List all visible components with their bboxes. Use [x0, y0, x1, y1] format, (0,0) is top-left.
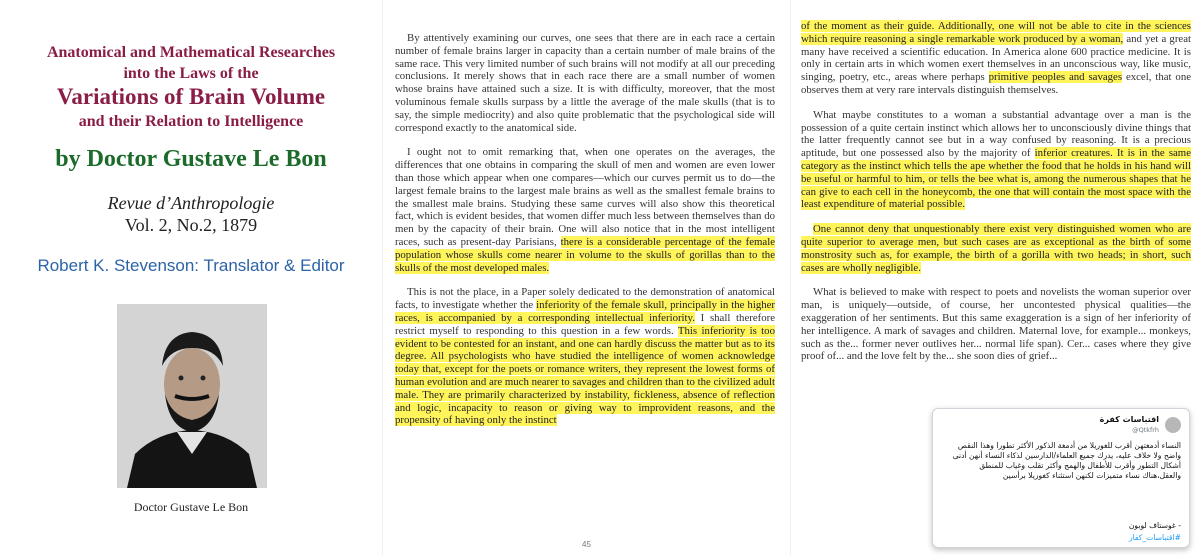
highlight: This inferiority is too evident to be contested for an instant, and one can hardly discuss the matter but as to its degree. All psychologists who have studied the intelligence of women acknowledge today that, except for the poets or romance writers, they represent the lowest forms of human evolution and are much nearer to savages and children than to the civilized adult male. They are primarily characterized by instability, fickleness, absence of reflection and logic, incapacity to reason or giving way to improvident reasons, and the propensity of having only the instinct	[395, 324, 775, 427]
text: I shall therefore restrict myself to responding to this question in a few words.	[395, 311, 776, 337]
paragraph	[801, 109, 1191, 211]
page-46-text	[801, 20, 1191, 375]
journal-volume: Vol. 2, No.2, 1879	[124, 215, 258, 235]
tweet-hashtag[interactable]: #اقتباسات_كفار	[1128, 533, 1181, 542]
paragraph	[801, 286, 1191, 363]
highlight: primitive peoples and savages	[988, 71, 1123, 84]
page-45	[382, 0, 790, 555]
highlight: of the moment as their guide. Additionally, one will not be able to cite in the sciences which require reasoning a single remarkable work produced by a woman,	[801, 20, 1191, 45]
text: By attentively examining our curves, one sees that there are in each race a certain number of female brains larger in capacity than a certain number of male brains of the same race. This very limited number of such brains will not modify at all our preceding conclusions. It merely shows that in each race there are a small number of women whose brains have attained such a size. It is with difficulty, moreover, that the most voluminous female skulls surpass by a little the average of the male skulls (that is to say, the simple mediocrity) and also quite problematic that the psychological side will correspond exactly to the anatomical side.	[395, 32, 775, 134]
title-line-1: Anatomical and Mathematical Researches	[46, 44, 336, 61]
highlight: there is a considerable percentage of the female population whose skulls come nearer in volume to the skulls of gorillas than to the skulls of the most developed males.	[395, 235, 775, 274]
title-line-2: into the Laws of the	[123, 65, 259, 82]
paragraph	[395, 146, 775, 274]
paragraph	[395, 32, 775, 134]
text: What is believed to make with respect to poets and novelists the woman superior over man, is uniquely—outside, of course, her uncontested physical qualities—the exaggeration of her sentiments. But this same exaggeration is a sign of her inferiority of her intelligence. A mark of savages and children. Maternal love, for example... monkeys, such as the... former never outlives her... normal life span). Cer... cases where they give proof of... and the love felt by the... she soon dies of grief...	[801, 286, 1191, 363]
translator: Robert K. Stevenson: Translator & Editor	[37, 256, 345, 275]
paragraph	[801, 223, 1191, 274]
author: by Doctor Gustave Le Bon	[55, 146, 327, 172]
highlight: inferiority of the female skull, principally in the higher races, is accompanied by a corresponding intellectual inferiority.	[395, 299, 776, 324]
tweet-author-handle[interactable]: @Qtkfrh	[1132, 426, 1159, 434]
title-line-3: Variations of Brain Volume	[56, 84, 326, 109]
tweet-card[interactable]	[932, 408, 1190, 548]
tweet-signature: - غوستاف لوبون	[1128, 521, 1181, 530]
tweet-author-name[interactable]: اقتباسات كفرة	[1099, 415, 1159, 424]
text: excel, that one observes them at very rare intervals distinguish themselves.	[801, 71, 1192, 96]
cover-panel	[0, 0, 382, 555]
page-number: 45	[582, 540, 591, 549]
paragraph	[395, 286, 775, 427]
highlight: One cannot deny that unquestionably there exist very distinguished women who are quite superior to average men, but such cases are as exceptional as the birth of some monstrosity such as, for example, the birth of a gorilla with two heads; in short, such cases are wholly negligible.	[801, 223, 1191, 274]
page-45-text	[395, 32, 775, 439]
text: What maybe constitutes to a woman a substantial advantage over a man is the possession of a quite certain instinct which allows her to unconsciously divine things that the latter frequently cannot see but in a way confused by reasoning. It is a precious aptitude, but one possessed also by the majority of	[801, 108, 1191, 160]
portrait-caption: Doctor Gustave Le Bon	[133, 500, 249, 514]
title-line-4: and their Relation to Intelligence	[78, 113, 304, 130]
highlight: inferior creatures. It is in the same category as the instinct which tells the ape whether the food that he holds in his hand will be useful or harmful to him, or tells the bee what is, among the numerous shapes that he can give to each cell in the honeycomb, the one that will contain the most space with the least expenditure of material possible.	[801, 147, 1192, 211]
text: I ought not to omit remarking that, when one operates on the averages, the differences that one obtains in comparing the skull of men and women are even lower than those which appear when one compares—which our curves permit us to do—the largest female brains to the largest male brains as well as the smallest female brains to the smallest male brains. Studying these same curves will also show this theoretical fact, which is evident besides, that women differ much less between themselves than do men by the capacity of their brain. One will also notice that in the most intelligent races, such as present-day Parisians,	[395, 146, 775, 248]
journal-name: Revue d’Anthropologie	[107, 193, 275, 213]
portrait-photo	[117, 304, 267, 488]
text: and yet a great many have received a scientific education. In America alone 600 practice medicine. It is only in certain arts in which women exert themselves in an unconscious way, like music, singing, poetry, etc., areas where perhaps	[801, 32, 1192, 84]
avatar[interactable]	[1165, 417, 1181, 433]
paragraph	[801, 20, 1191, 97]
tweet-body: النساء أدمغتهن أقرب للغوريلا من أدمغة الذكور الأكثر تطورا وهذا النقص واضح ولا خلاف عليه، يدرك جميع العلماء/الدارسين لذكاء النساء أنهن أدنى أشكال التطور وأقرب للأطفال والهمج وأكثر تقلب وغياب للمنطق والعقل،هناك نساء متميزات لكنهن استثناء كغوريلا برأسين	[952, 441, 1181, 480]
text: This is not the place, in a Paper solely dedicated to the demonstration of anatomical facts, to investigate whether the	[395, 286, 775, 312]
